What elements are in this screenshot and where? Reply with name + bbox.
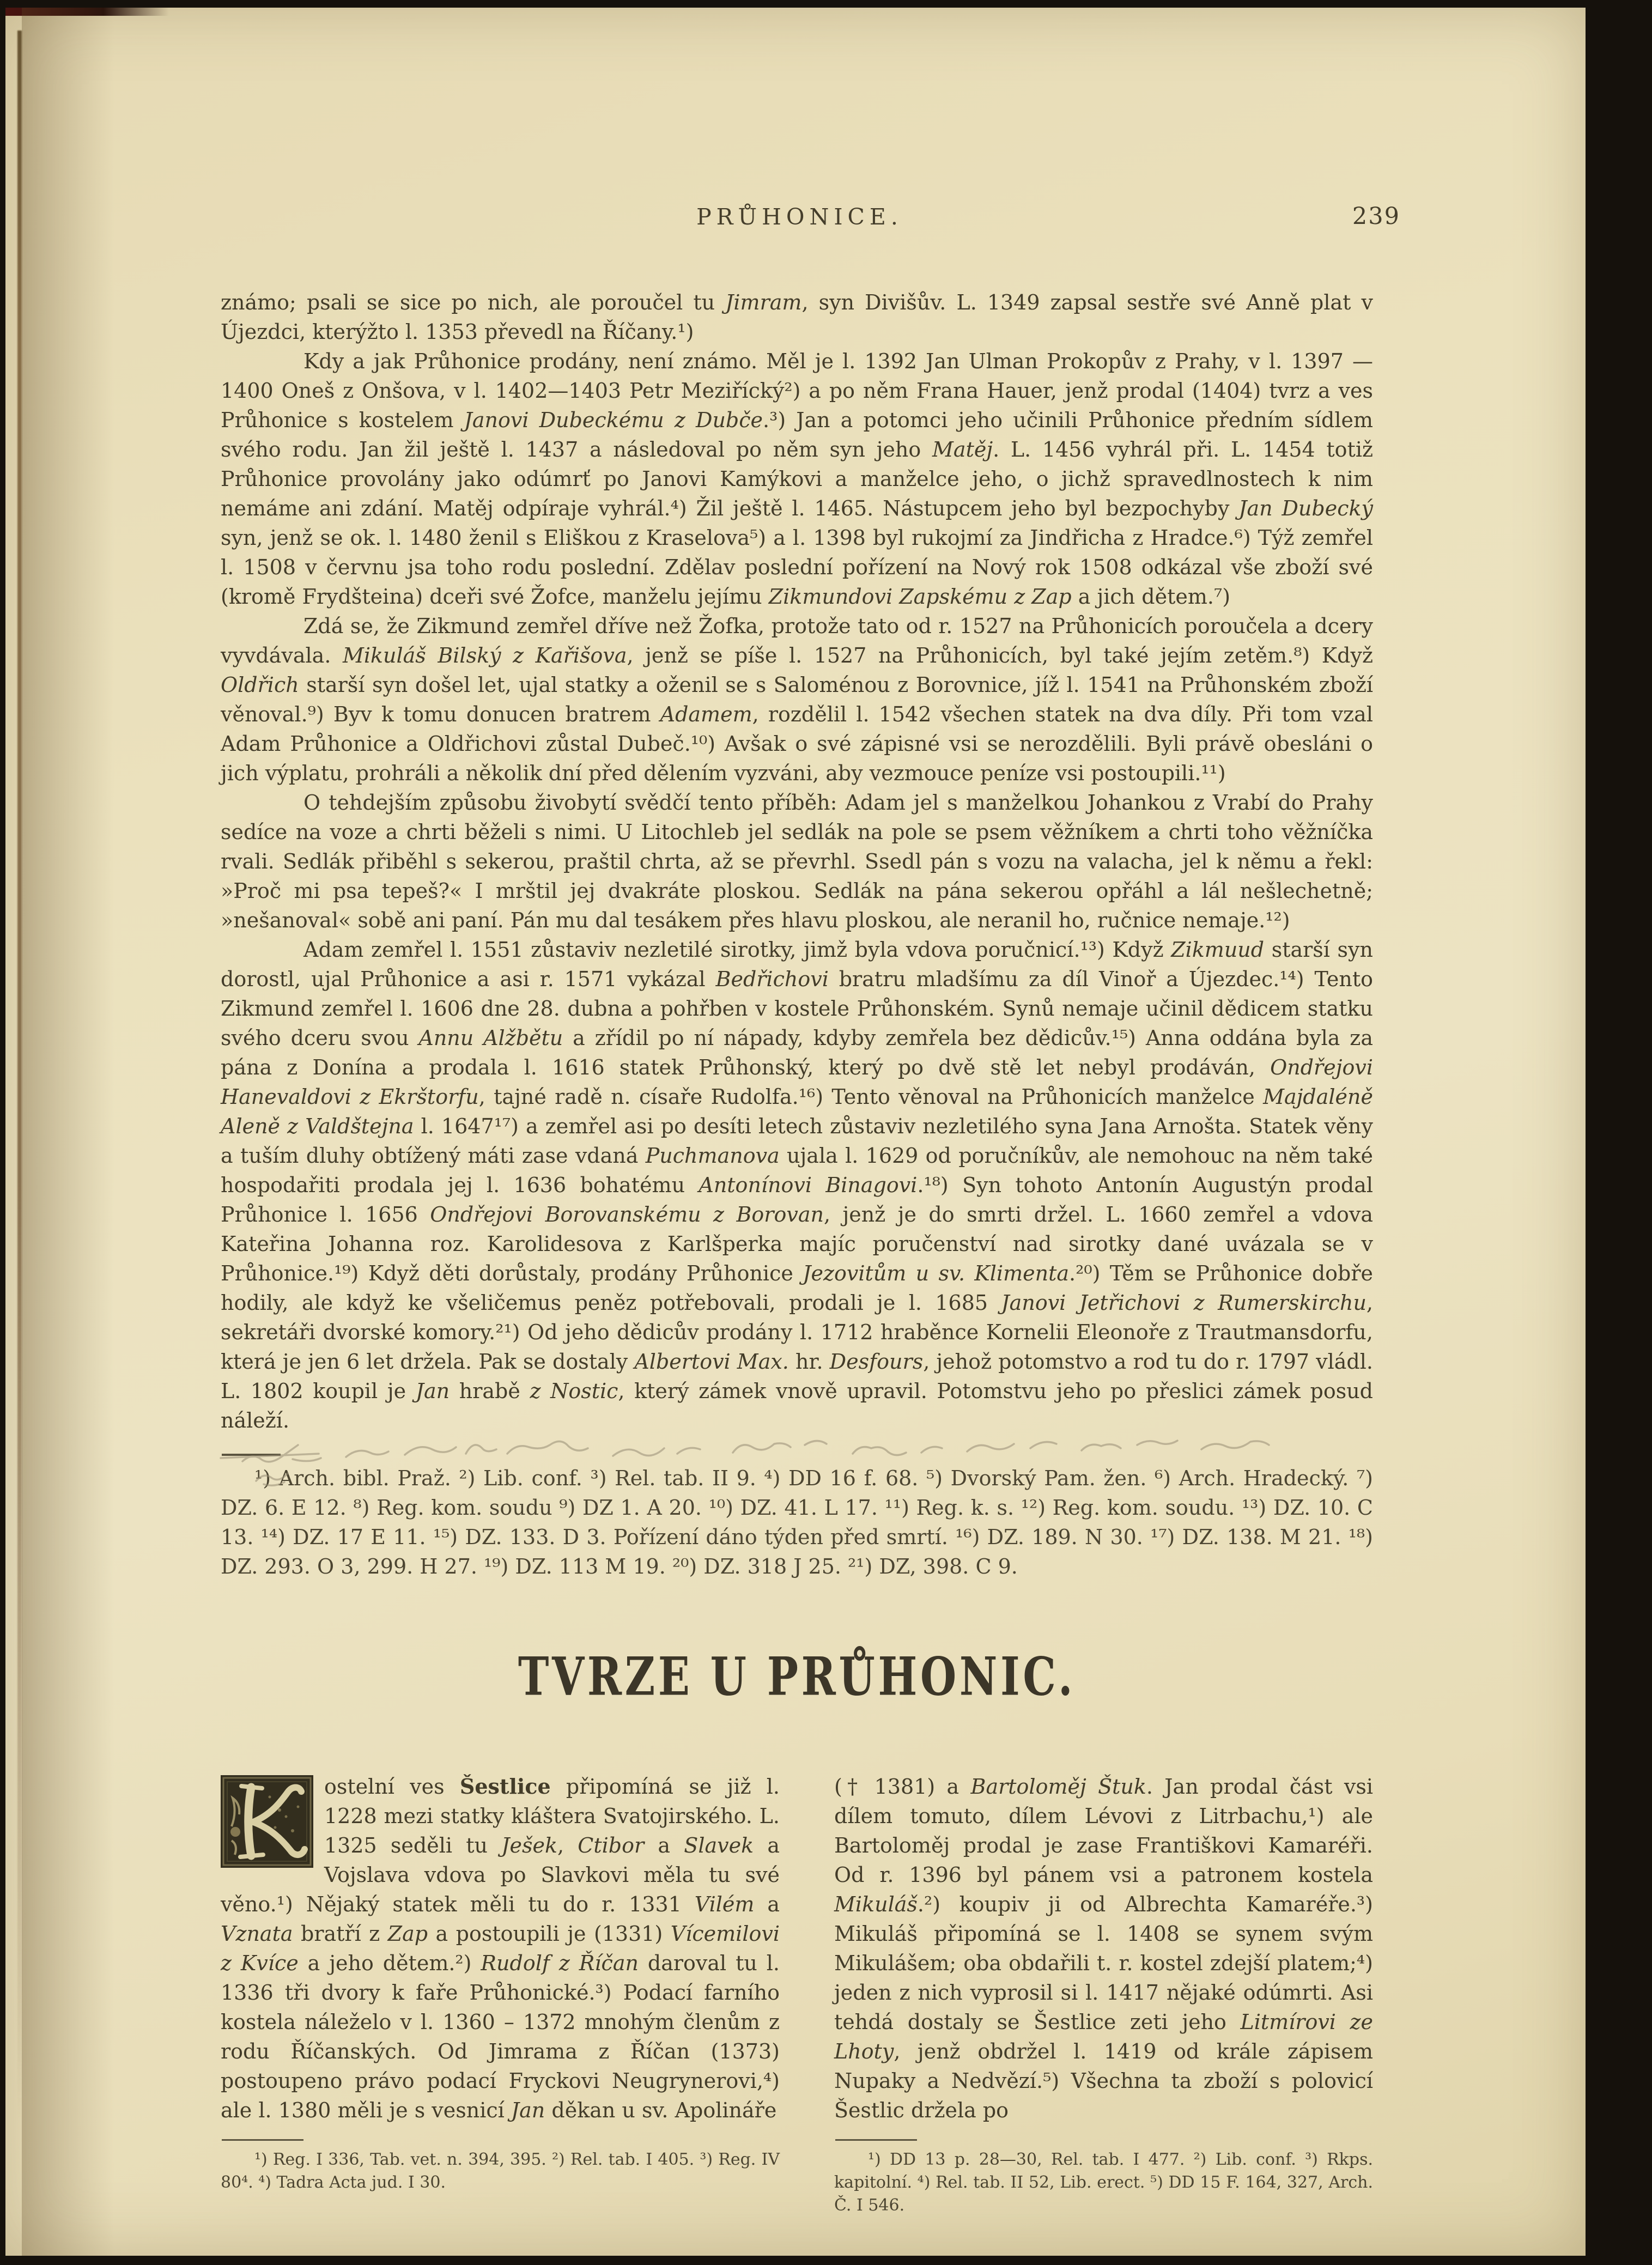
page-number: 239 [1352,203,1400,230]
left-footnote-area [221,2139,780,2194]
section-title: TVRZE U PRŮHONIC. [518,1645,1076,1708]
paragraph: Zdá se, že Zikmund zemřel dříve než Žofka, protože tato od r. 1527 na Průhonicích poroučela a dcery vyvdávala. Mikuláš Bilský z Kařišova, jenž se píše l. 1527 na Průhonicích, byl také jejím zetěm.⁸) Když Oldřich starší syn došel let, ujal statky a oženil se s Saloménou z Borovnice, jíž l. 1541 na Průhonském zboží věnoval.⁹) Byv k tomu donucen bratrem Adamem, rozdělil l. 1542 všechen statek na dva díly. Při tom vzal Adam Průhonice a Oldřichovi zůstal Dubeč.¹⁰) Avšak o své zápisné vsi se nerozdělili. Byli právě obesláni o jich výplatu, prohráli a několik dní před dělením vyzváni, aby vezmouce peníze vsi postoupili.¹¹) [221,614,1373,785]
paragraph: O tehdejším způsobu živobytí svědčí tento příběh: Adam jel s manželkou Johankou z Vrabí do Prahy sedíce na voze a chrti běželi s nimi. U Litochleb jel sedlák na pole se psem věžníkem a chrti toho věžníčka rvali. Sedlák přiběhl s sekerou, praštil chrta, až se převrhl. Ssedl pán s vozu na valacha, jel k němu a řekl: »Proč mi psa tepeš?« I mrštil jej dvakráte ploskou. Sedlák na pána sekerou opřáhl a lál nešlechetně; »nešanoval« sobě ani paní. Pán mu dal tesákem přes hlavu ploskou, ale neranil ho, ručnice nemaje.¹²) [221,791,1373,932]
paragraph: známo; psali se sice po nich, ale poroučel tu Jimram, syn Divišův. L. 1349 zapsal sestře své Anně plat v Újezdci, kterýžto l. 1353 převedl na Říčany.¹) [221,290,1373,344]
right-footnote-area [834,2139,1373,2217]
gutter-shadow [22,8,114,2256]
left-column-footnotes: ¹) Reg. I 336, Tab. vet. n. 394, 395. ²) Rel. tab. I 405. ³) Reg. IV 80⁴. ⁴) Tadra Acta jud. I 30. [221,2150,780,2192]
paragraph: Kdy a jak Průhonice prodány, není známo. Měl je l. 1392 Jan Ulman Prokopův z Prahy, v l. 1397 —1400 Oneš z Onšova, v l. 1402—1403 Petr Meziřícký²) a po něm Frana Hauer, jenž prodal (1404) tvrz a ves Průhonice s kostelem Janovi Dubeckému z Dubče.³) Jan a potomci jeho učinili Průhonice předním sídlem svého rodu. Jan žil ještě l. 1437 a následoval po něm syn jeho Matěj. L. 1456 vyhrál při. L. 1454 totiž Průhonice provolány jako odúmrť po Janovi Kamýkovi a manželce jeho, o jichž spravedlnostech k nim nemáme ani zdání. Matěj odpíraje vyhrál.⁴) Žil ještě l. 1465. Nástupcem jeho byl bezpochyby Jan Dubecký syn, jenž se ok. l. 1480 ženil s Eliškou z Kraselova⁵) a l. 1398 byl rukojmí za Jindřicha z Hradce.⁶) Týž zemřel l. 1508 v červnu jsa toho rodu poslední. Zdělav poslední pořízení na Nový rok 1508 odkázal vše zboží své (kromě Frydšteina) dceři své Žofce, manželu jejímu Zikmundovi Zapskému z Zap a jich dětem.⁷) [221,349,1374,609]
right-column [834,1772,1373,2217]
book-page [5,8,1586,2256]
main-footnotes: ¹) Arch. bibl. Praž. ²) Lib. conf. ³) Rel. tab. II 9. ⁴) DD 16 f. 68. ⁵) Dvorský Pam. žen. ⁶) Arch. Hradecký. ⁷) DZ. 6. E 12. ⁸) Reg. kom. soudu ⁹) DZ 1. A 20. ¹⁰) DZ. 41. L 17. ¹¹) Reg. k. s. ¹²) Reg. kom. soudu. ¹³) DZ. 10. C 13. ¹⁴) DZ. 17 E 11. ¹⁵) DZ. 133. D 3. Pořízení dáno týden před smrtí. ¹⁶) DZ. 189. N 30. ¹⁷) DZ. 138. M 21. ¹⁸) DZ. 293. O 3, 299. H 27. ¹⁹) DZ. 113 M 19. ²⁰) DZ. 318 J 25. ²¹) DZ, 398. C 9. [221,1466,1373,1578]
ornamental-initial-k-icon [221,1775,313,1868]
footnote-separator [222,1454,281,1456]
footnote-separator [835,2139,917,2141]
main-footnote-area [221,1454,1373,1581]
spine-smudge [5,8,169,16]
right-column-footnotes: ¹) DD 13 p. 28—30, Rel. tab. I 477. ²) Lib. conf. ³) Rkps. kapitolní. ⁴) Rel. tab. II 52, Lib. erect. ⁵) DD 15 F. 164, 327, Arch. Č. I 546. [834,2150,1373,2215]
right-column-paragraph: († 1381) a Bartoloměj Štuk. Jan prodal část vsi dílem tomuto, dílem Lévovi z Litrbachu,¹) ale Bartoloměj prodal je zase Františkovi Kamaréři. Od r. 1396 byl pánem vsi a patronem kostela Mikuláš.²) koupiv ji od Albrechta Kamaréře.³) Mikuláš připomíná se l. 1408 se synem svým Mikulášem; oba obdařili t. r. kostel zdejší platem;⁴) jeden z nich vyprosil si l. 1417 nějaké odúmrti. Asi tehdá dostaly se Šestlice zeti jeho Litmírovi ze Lhoty, jenž obdržel l. 1419 od krále zápisem Nupaky a Nedvězí.⁵) Všechna ta zboží s polovicí Šestlic držela po [834,1775,1373,2122]
left-column [221,1772,780,2194]
page-fold-line [17,31,22,2123]
main-text-block [221,288,1373,2217]
two-column-section [221,1772,1373,2217]
left-column-paragraph: ostelní ves Šestlice připomíná se již l. 1228 mezi statky kláštera Svatojirského. L. 1325 seděli tu Ješek, Ctibor a Slavek a Vojslava vdova po Slavkovi měla tu své věno.¹) Nějaký statek měli tu do r. 1331 Vilém a Vznata bratří z Zap a postoupili je (1331) Vícemilovi z Kvíce a jeho dětem.²) Rudolf z Říčan daroval tu l. 1336 tři dvory k faře Průhonické.³) Podací farního kostela náleželo v l. 1360 – 1372 mnohým členům z rodu Říčanských. Od Jimrama z Říčan (1373) postoupeno právo podací Fryckovi Neugrynerovi,⁴) ale l. 1380 měli je s vesnicí Jan děkan u sv. Apolináře [221,1774,780,2122]
running-head-title: PRŮHONICE. [696,204,903,230]
footnote-separator [222,2139,303,2141]
paragraph: Adam zemřel l. 1551 zůstaviv nezletilé sirotky, jimž byla vdova poručnicí.¹³) Když Zikmuud starší syn dorostl, ujal Průhonice a asi r. 1571 vykázal Bedřichovi bratru mladšímu za díl Vinoř a Újezdec.¹⁴) Tento Zikmund zemřel l. 1606 dne 28. dubna a pohřben v kostele Průhonském. Synů nemaje učinil dědicem statku svého dceru svou Annu Alžbětu a zřídil po ní nápady, kdyby zemřela bez dědicův.¹⁵) Anna oddána byla za pána z Donína a prodala l. 1616 statek Průhonský, který po dvě stě let nebyl prodáván, Ondřejovi Hanevaldovi z Ekrštorfu, tajné radě n. císaře Rudolfa.¹⁶) Tento věnoval na Průhonicích manželce Majdaléně Aleně z Valdštejna l. 1647¹⁷) a zemřel asi po desíti letech zůstaviv nezletilého syna Jana Arnošta. Statek věny a tuším dluhy obtížený máti zase vdaná Puchmanova ujala l. 1629 od poručníkův, ale nemohouc na něm také hospodařiti prodala jej l. 1636 bohatému Antonínovi Binagovi.¹⁸) Syn tohoto Antonín Augustýn prodal Průhonice l. 1656 Ondřejovi Borovanskému z Borovan, jenž je do smrti držel. L. 1660 zemřel a vdova Kateřina Johanna roz. Karolidesova z Karlšperka majíc poručenství nad sirotky dané uvázala se v Průhonice.¹⁹) Když děti dorůstaly, prodány Průhonice Jezovitům u sv. Klimenta.²⁰) Těm se Průhonice dobře hodily, ale když ke všeličemus peněz potřebovali, prodali je l. 1685 Janovi Jetřichovi z Rumerskirchu, sekretáři dvorské komory.²¹) Od jeho dědicův prodány l. 1712 hraběnce Kornelii Eleonoře z Trautmansdorfu, která je jen 6 let držela. Pak se dostaly Albertovi Max. hr. Desfours, jehož potomstvo a rod tu do r. 1797 vládl. L. 1802 koupil je Jan hrabě z Nostic, který zámek vnově upravil. Potomstvu jeho po přeslici zámek posud náleží. [221,938,1374,1432]
